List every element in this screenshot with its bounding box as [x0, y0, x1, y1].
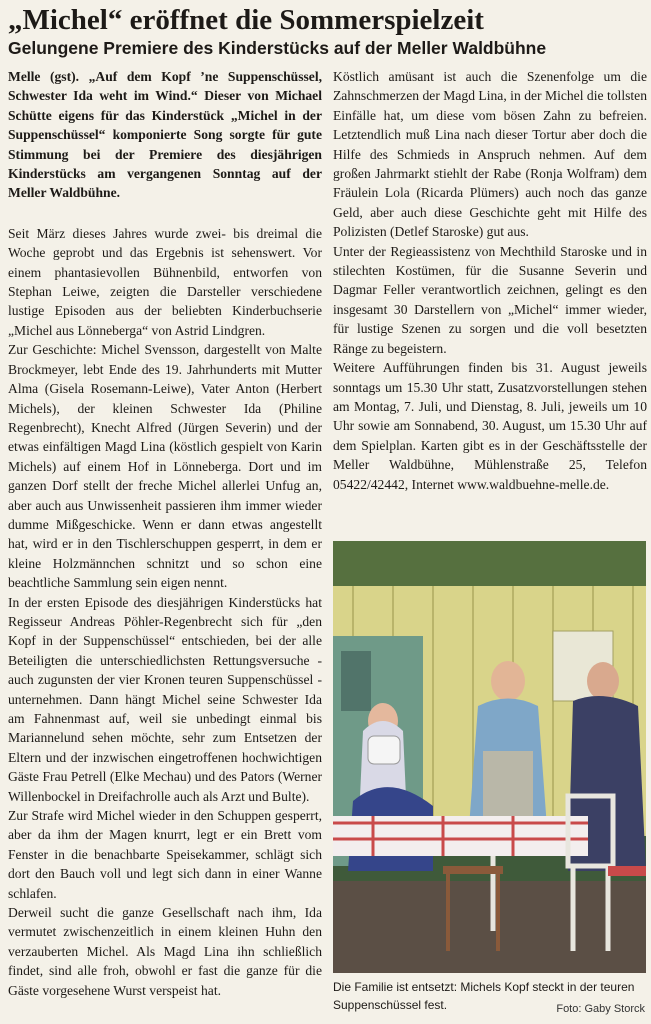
headline: „Michel“ eröffnet die Sommerspielzeit [8, 4, 484, 36]
stage-photo-illustration [333, 541, 646, 973]
body-paragraph-1: Seit März dieses Jahres wurde zwei- bis dreimal die Woche geprobt und das Ergebnis ist sehenswert. Vor einem phantasievollen Bühnenbild, entworfen von Stephan Leiwe, zeigten die Darsteller verschiedene lustige Episoden aus der beliebten Kinderbuchserie „Michel aus Lönneberga“ von Astrid Lindgren. [8, 225, 322, 338]
left-column [8, 67, 322, 1000]
lead-paragraph: Melle (gst). „Auf dem Kopf ’ne Suppenschüssel, Schwester Ida weht im Wind.“ Dieser von Michael Schütte eigens für das Kinderstück „Michel in der Suppenschüssel“ komponierte Song sorgte für gute Stimmung bei der Premiere des diesjährigen Kinderstücks am vergangenen Sonntag auf der Meller Waldbühne. [8, 69, 322, 201]
body-paragraph-8: Weitere Aufführungen finden bis 31. August jeweils sonntags um 15.30 Uhr statt, Zusatzvorstellungen stehen am Montag, 7. Juli, und Dienstag, 8. Juli, jeweils um 10 Uhr sowie am Sonnabend, 30. August, um 15.30 Uhr auf dem Spielplan. Karten gibt es in der Geschäftsstelle der Meller Waldbühne, Mühlenstraße 25, Telefon 05422/42442, Internet www.waldbuehne-melle.de. [333, 360, 647, 492]
body-paragraph-4: Zur Strafe wird Michel wieder in den Schuppen gesperrt, aber da ihm der Magen knurrt, legt er ein Brett vom Fenster in die benachbarte Speisekammer, schlägt sich dort den Bauch voll und legt sich dann in einer Wanne schlafen. [8, 808, 322, 901]
body-paragraph-2: Zur Geschichte: Michel Svensson, dargestellt von Malte Brockmeyer, lebt Ende des 19. Jahrhunderts mit Mutter Alma (Gisela Rosemann-Leiwe), Vater Anton (Herbert Michels), der kleinen Schwester Ida (Philine Regenbrecht), Knecht Alfred (Jürgen Severin) und der etwas einfältigen Magd Lina (köstlich gespielt von Karin Michels) auf einem Hof in Lönneberga. Dort und im ganzen Dorf stellt der freche Michel allerlei Unfug an, aber auch aus Unwissenheit passieren ihm immer wieder dumme Mißgeschicke. Wenn er dann etwas angestellt hat, wird er in den Tischlerschuppen gesperrt, in dem er kleine Holzmännchen schnitzt und so schon eine beachtliche Sammlung sein eigen nennt. [8, 342, 322, 591]
stage-photo [333, 541, 646, 973]
body-paragraph-5: Derweil sucht die ganze Gesellschaft nach ihm, Ida vermutet zwischenzeitlich in einem kleinen Huhn den verzauberten Michel. Als Magd Lina ihn schließlich findet, sind alle froh, obwohl er fast die ganze für die Gäste vorgesehene Wurst verspeist hat. [8, 905, 322, 998]
photo-caption: Die Familie ist entsetzt: Michels Kopf steckt in der teuren Suppenschüssel fest. [333, 980, 635, 1012]
body-paragraph-6: Köstlich amüsant ist auch die Szenenfolge um die Zahnschmerzen der Magd Lina, in der Michel die tollsten Einfälle hat, um diese vom bösen Zahn zu befreien. Letztendlich muß Lina nach dieser Tortur aber doch die Hilfe des Schmieds in Anspruch nehmen. Auf dem großen Jahrmarkt stiehlt der Rabe (Ronja Wolfram) dem Fräulein Lola (Ricarda Plümers) auch noch das ganze Geld, aber auch diese Geschichte geht mit Hilfe des Polizisten (Detlef Staroske) gut aus. [333, 69, 647, 240]
body-paragraph-3: In der ersten Episode des diesjährigen Kinderstücks hat Regisseur Andreas Pöhler-Regenbrecht sich für „den Kopf in der Suppenschüssel“ entschieden, bei der alle Beteiligten die unterschiedlichsten Rettungsversuche - auch zugunsten der vier Kronen teuren Suppenschüssel - unternehmen. Dann hängt Michel seine Schwester Ida am Fahnenmast auf, weil sie unbedingt einmal bis Mariannelund sehen möchte, sehr zum Entsetzen der Eltern und der inzwischen eingetroffenen hochwichtigen Gäste Frau Petrell (Elke Mechau) und des Pators (Werner Willenbockel in Dreifachrolle auch als Arzt und Bulte). [8, 594, 322, 804]
subheadline: Gelungene Premiere des Kinderstücks auf der Meller Waldbühne [8, 38, 547, 58]
photo-credit: Foto: Gaby Storck [556, 1003, 645, 1015]
body-paragraph-7: Unter der Regieassistenz von Mechthild Staroske und in stilechten Kostümen, für die Susanne Severin und Dagmar Feller verantwortlich zeichnen, gelingt es den insgesamt 30 Darstellern von „Michel“ immer wieder, für lustige Szenen zu sorgen und die voll besetzten Ränge zu begeistern. [333, 243, 647, 356]
right-column [333, 67, 647, 494]
